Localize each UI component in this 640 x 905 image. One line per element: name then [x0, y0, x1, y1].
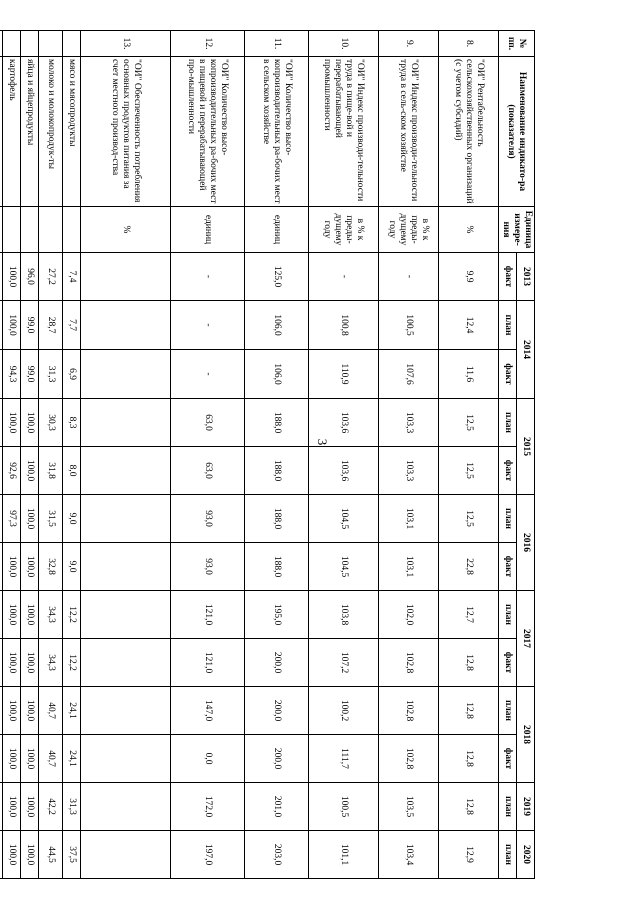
- value-cell: [0, 543, 3, 591]
- value-cell: 30,3: [39, 399, 63, 447]
- value-cell: 100,0: [3, 687, 21, 735]
- value-cell: 9,0: [63, 543, 81, 591]
- value-cell: 9,9: [439, 253, 499, 301]
- value-cell: 40,7: [39, 735, 63, 783]
- row-number: 8.: [439, 31, 499, 57]
- header-plan: план: [499, 399, 517, 447]
- header-plan: план: [499, 831, 517, 879]
- value-cell: [81, 399, 171, 447]
- value-cell: [81, 783, 171, 831]
- value-cell: 201,0: [245, 783, 309, 831]
- value-cell: 100,0: [21, 639, 39, 687]
- value-cell: 12,2: [63, 639, 81, 687]
- table-body: [0, 31, 499, 879]
- value-cell: 7,7: [63, 301, 81, 350]
- value-cell: [0, 495, 3, 543]
- header-year-2020: 2020: [517, 831, 535, 879]
- value-cell: 12,8: [439, 735, 499, 783]
- value-cell: 34,3: [39, 591, 63, 639]
- value-cell: 6,9: [63, 350, 81, 399]
- value-cell: 100,0: [3, 783, 21, 831]
- value-cell: [81, 350, 171, 399]
- value-cell: 100,0: [3, 831, 21, 879]
- value-cell: 200,0: [245, 639, 309, 687]
- value-cell: 0,0: [171, 735, 245, 783]
- value-cell: 172,0: [171, 783, 245, 831]
- value-cell: [0, 783, 3, 831]
- value-cell: 93,0: [171, 543, 245, 591]
- header-fact: факт: [499, 447, 517, 495]
- value-cell: 37,5: [63, 831, 81, 879]
- value-cell: 12,9: [439, 831, 499, 879]
- header-year-2019: 2019: [517, 783, 535, 831]
- table-row: [63, 31, 81, 879]
- value-cell: 63,0: [171, 399, 245, 447]
- value-cell: 200,0: [245, 687, 309, 735]
- value-cell: 12,2: [63, 591, 81, 639]
- value-cell: 100,0: [21, 495, 39, 543]
- value-cell: 103,6: [309, 447, 379, 495]
- value-cell: 44,5: [39, 831, 63, 879]
- header-fact: факт: [499, 350, 517, 399]
- value-cell: 100,0: [21, 831, 39, 879]
- value-cell: [0, 591, 3, 639]
- value-cell: 40,7: [39, 687, 63, 735]
- value-cell: 94,3: [3, 350, 21, 399]
- value-cell: 121,0: [171, 639, 245, 687]
- row-number: [3, 31, 21, 57]
- value-cell: 31,3: [39, 350, 63, 399]
- row-number: 10.: [309, 31, 379, 57]
- value-cell: 27,2: [39, 253, 63, 301]
- value-cell: 107,6: [379, 350, 439, 399]
- value-cell: 103,4: [379, 831, 439, 879]
- unit-cell: [39, 207, 63, 253]
- value-cell: 203,0: [245, 831, 309, 879]
- value-cell: [0, 253, 3, 301]
- value-cell: 12,5: [439, 399, 499, 447]
- value-cell: [81, 687, 171, 735]
- value-cell: 102,0: [379, 591, 439, 639]
- value-cell: 100,2: [309, 687, 379, 735]
- header-plan: план: [499, 495, 517, 543]
- table-row: [309, 31, 379, 879]
- value-cell: 103,1: [379, 543, 439, 591]
- indicator-name: мясо и мясопродукты: [63, 57, 81, 207]
- value-cell: -: [171, 301, 245, 350]
- value-cell: [81, 447, 171, 495]
- value-cell: 12,8: [439, 639, 499, 687]
- value-cell: 12,8: [439, 687, 499, 735]
- value-cell: 32,8: [39, 543, 63, 591]
- row-number: [39, 31, 63, 57]
- value-cell: 188,0: [245, 543, 309, 591]
- table-row: [3, 31, 21, 879]
- value-cell: 8,3: [63, 399, 81, 447]
- header-fact: факт: [499, 639, 517, 687]
- header-plan: план: [499, 301, 517, 350]
- value-cell: 147,0: [171, 687, 245, 735]
- value-cell: 63,0: [171, 447, 245, 495]
- value-cell: 99,0: [21, 350, 39, 399]
- row-number: [21, 31, 39, 57]
- value-cell: -: [171, 350, 245, 399]
- value-cell: 100,5: [309, 783, 379, 831]
- table-row: [439, 31, 499, 879]
- value-cell: 100,0: [3, 253, 21, 301]
- header-year-2016: 2016: [517, 495, 535, 591]
- header-fact: факт: [499, 735, 517, 783]
- value-cell: 100,0: [21, 399, 39, 447]
- value-cell: 103,3: [379, 399, 439, 447]
- header-year-2014: 2014: [517, 301, 535, 399]
- value-cell: 103,1: [379, 495, 439, 543]
- value-cell: 102,8: [379, 735, 439, 783]
- value-cell: [0, 301, 3, 350]
- value-cell: 97,3: [3, 495, 21, 543]
- unit-cell: в % к преды-дущему году: [309, 207, 379, 253]
- table-row: [81, 31, 171, 879]
- value-cell: 100,0: [3, 543, 21, 591]
- indicator-name: [0, 57, 3, 207]
- value-cell: 100,0: [3, 591, 21, 639]
- value-cell: 100,0: [21, 735, 39, 783]
- indicator-name: "ОИ" Индекс производи-тельности труда в пище-вой и перерабатывающей промышленности: [309, 57, 379, 207]
- rotated-table-wrapper: [7, 30, 535, 873]
- unit-cell: [63, 207, 81, 253]
- indicator-name: "ОИ" Количество высо-копроизводительных ра-бочих мест в пищевой и перерабатывающей про-мышленности: [171, 57, 245, 207]
- value-cell: 110,9: [309, 350, 379, 399]
- value-cell: 100,0: [21, 543, 39, 591]
- value-cell: 12,8: [439, 783, 499, 831]
- unit-cell: [21, 207, 39, 253]
- value-cell: 197,0: [171, 831, 245, 879]
- value-cell: [81, 639, 171, 687]
- value-cell: [0, 831, 3, 879]
- page-number: 3: [315, 438, 330, 446]
- value-cell: 99,0: [21, 301, 39, 350]
- row-number: 13.: [81, 31, 171, 57]
- unit-cell: единиц: [245, 207, 309, 253]
- value-cell: 107,2: [309, 639, 379, 687]
- value-cell: 200,0: [245, 735, 309, 783]
- value-cell: 31,3: [63, 783, 81, 831]
- header-unit: Единица измере-ния: [499, 207, 535, 253]
- value-cell: 12,7: [439, 591, 499, 639]
- table-row: [0, 31, 3, 879]
- row-number: [0, 31, 3, 57]
- value-cell: [0, 350, 3, 399]
- indicator-name: "ОИ" Рентабельность сельскохозяйственных организаций (с учетом субсидий): [439, 57, 499, 207]
- value-cell: -: [309, 253, 379, 301]
- indicator-name: "ОИ" Количество высо-копроизводительных ра-бочих мест в сельском хозяйстве: [245, 57, 309, 207]
- value-cell: 100,0: [3, 639, 21, 687]
- value-cell: [81, 591, 171, 639]
- table-row: [379, 31, 439, 879]
- value-cell: 101,1: [309, 831, 379, 879]
- header-year-2015: 2015: [517, 399, 535, 495]
- row-number: 9.: [379, 31, 439, 57]
- unit-cell: %: [81, 207, 171, 253]
- value-cell: [0, 687, 3, 735]
- value-cell: [0, 735, 3, 783]
- header-name: Наименование индикато-ра (показателя): [499, 57, 535, 207]
- indicator-name: "ОИ" Обеспеченность потребления основных продуктов питания за счет местного производ-ства: [81, 57, 171, 207]
- header-fact: факт: [499, 543, 517, 591]
- value-cell: 31,5: [39, 495, 63, 543]
- value-cell: 100,5: [379, 301, 439, 350]
- table-row: [21, 31, 39, 879]
- header-year-2017: 2017: [517, 591, 535, 687]
- header-year-2013: 2013: [517, 253, 535, 301]
- value-cell: -: [379, 253, 439, 301]
- header-no: № пп.: [499, 31, 535, 57]
- value-cell: 103,5: [379, 783, 439, 831]
- value-cell: 42,2: [39, 783, 63, 831]
- value-cell: 22,8: [439, 543, 499, 591]
- indicator-name: картофель: [3, 57, 21, 207]
- value-cell: 188,0: [245, 447, 309, 495]
- value-cell: 28,7: [39, 301, 63, 350]
- header-year-2018: 2018: [517, 687, 535, 783]
- value-cell: 102,8: [379, 687, 439, 735]
- header-plan: план: [499, 687, 517, 735]
- value-cell: 100,0: [21, 447, 39, 495]
- value-cell: 100,0: [3, 735, 21, 783]
- indicators-table: [0, 30, 535, 879]
- value-cell: 31,8: [39, 447, 63, 495]
- value-cell: 188,0: [245, 495, 309, 543]
- value-cell: -: [171, 253, 245, 301]
- value-cell: 104,5: [309, 495, 379, 543]
- value-cell: 11,6: [439, 350, 499, 399]
- value-cell: [81, 735, 171, 783]
- table-row: [171, 31, 245, 879]
- value-cell: 100,0: [3, 301, 21, 350]
- value-cell: 102,8: [379, 639, 439, 687]
- value-cell: [81, 495, 171, 543]
- indicator-name: "ОИ" Индекс производи-тельности труда в сель-ском хозяйстве: [379, 57, 439, 207]
- value-cell: 100,8: [309, 301, 379, 350]
- value-cell: 106,0: [245, 350, 309, 399]
- value-cell: 104,5: [309, 543, 379, 591]
- value-cell: [81, 253, 171, 301]
- value-cell: 7,4: [63, 253, 81, 301]
- value-cell: [0, 447, 3, 495]
- value-cell: 24,1: [63, 687, 81, 735]
- value-cell: 9,0: [63, 495, 81, 543]
- value-cell: 8,0: [63, 447, 81, 495]
- unit-cell: %: [439, 207, 499, 253]
- value-cell: [0, 639, 3, 687]
- value-cell: 12,5: [439, 447, 499, 495]
- value-cell: 100,0: [21, 783, 39, 831]
- value-cell: 96,0: [21, 253, 39, 301]
- value-cell: 195,0: [245, 591, 309, 639]
- value-cell: 100,0: [21, 591, 39, 639]
- row-number: 12.: [171, 31, 245, 57]
- value-cell: [81, 831, 171, 879]
- value-cell: [81, 301, 171, 350]
- value-cell: 12,5: [439, 495, 499, 543]
- table-row: [245, 31, 309, 879]
- value-cell: [0, 399, 3, 447]
- value-cell: 100,0: [3, 399, 21, 447]
- value-cell: [81, 543, 171, 591]
- row-number: 11.: [245, 31, 309, 57]
- value-cell: 111,7: [309, 735, 379, 783]
- unit-cell: [0, 207, 3, 253]
- value-cell: 103,8: [309, 591, 379, 639]
- table-row: [39, 31, 63, 879]
- value-cell: 92,6: [3, 447, 21, 495]
- value-cell: 12,4: [439, 301, 499, 350]
- value-cell: 121,0: [171, 591, 245, 639]
- value-cell: 188,0: [245, 399, 309, 447]
- header-fact: факт: [499, 253, 517, 301]
- row-number: [63, 31, 81, 57]
- value-cell: 103,6: [309, 399, 379, 447]
- header-plan: план: [499, 591, 517, 639]
- value-cell: 34,3: [39, 639, 63, 687]
- unit-cell: [3, 207, 21, 253]
- value-cell: 93,0: [171, 495, 245, 543]
- value-cell: 24,1: [63, 735, 81, 783]
- indicator-name: яйца и яйцепродукты: [21, 57, 39, 207]
- unit-cell: в % к преды-дущему году: [379, 207, 439, 253]
- value-cell: 100,0: [21, 687, 39, 735]
- header-plan: план: [499, 783, 517, 831]
- value-cell: 125,0: [245, 253, 309, 301]
- value-cell: 106,0: [245, 301, 309, 350]
- unit-cell: единиц: [171, 207, 245, 253]
- indicator-name: молоко и молокопродук-ты: [39, 57, 63, 207]
- value-cell: 103,3: [379, 447, 439, 495]
